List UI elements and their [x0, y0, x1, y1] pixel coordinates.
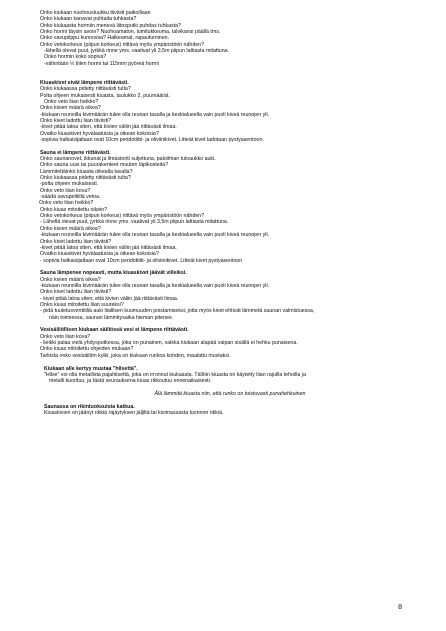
text-line: "Hilse" voi olla metallista pajahilsettä, joka on irronnut kiukaasta. Tällöin kiuasta on käytetty liian rajuilla tehoilla ja	[44, 371, 306, 378]
section-heading: Sauna ei lämpene riittävästi.	[40, 149, 111, 156]
text-line: Onko hormi täysin avoin? Nuohoamaton, lumitukkeuma, talvikansi päällä tms.	[40, 29, 221, 36]
text-line: -kiukaan reunoilla kivimäärän tulee olla reunan tasalla ja keskialueella vain puoli kiveä reunojen yli.	[40, 111, 270, 118]
text-line: - pidä tuuletusventtiiliä auki liiallisen kuumuuden poistamiseksi, jotta myös kivet ehtivät lämmetä saunan valmistuessa,	[40, 308, 315, 315]
text-line: -kivet pitää latoa siten, että kivien väliin jää riittävästi ilmaa.	[40, 124, 177, 131]
text-line: Onko vetokorkeus (piipun korkeus) riittävä myös ympäristöön nähden?	[40, 41, 204, 48]
text-line: -säädä savupeltiillä vetoa.	[40, 194, 101, 201]
text-line: näin toimiessa, saunan lämmitysaika hieman pitenee.	[49, 314, 174, 321]
text-line: Onko kiuas mitoitettu liian suureksi?	[40, 302, 124, 308]
text-line: Onko kivet ladottu liian tiiviisti?	[40, 238, 112, 245]
text-line: - sopivia halkaisijaltaan ovat 10cm peridotiitti- ja oliviinikivet. Litteät kivet pystyasentoon	[40, 257, 243, 264]
intro-block	[40, 10, 420, 67]
text-line: -vähintään ½ tiilen hormi tai 115mm pyöreä hormi	[44, 60, 159, 67]
text-line: Onko kiukaasta hormiin menevä liitosputki puhdas tuhkasta?	[40, 22, 181, 29]
text-line: - kivet pitää latoa siten, että kivien väliin jää riittävästi ilmaa.	[40, 295, 179, 302]
text-line: Ovatko kiuaskivet hyvälaatuisia ja oikean kokoisia?	[40, 251, 159, 258]
section-sauna-not-heating	[40, 150, 420, 264]
text-line: - lieikki palaa vielä yhdysputkessa, joka on punainen, vaikka kiukaan alapää vaipan sisällä ei hehku punaisena.	[40, 340, 298, 347]
text-line: Kiuaskivien on jäänyt rikkiä räjäytyksen jäljiltä tai kivimassasta luonnon rikkiä.	[44, 410, 224, 417]
text-line: Ovatko kiuaskivet hyvälaatuisia ja oikean kokoisia?	[40, 130, 159, 137]
text-line: Onko veto liian kova?	[40, 333, 91, 340]
text-line: -polta ohjeen mukaisesti.	[40, 181, 99, 188]
text-line: Onko kiuas mitoitettu ohjeiden mukaan?	[40, 346, 134, 353]
text-line: Onko vetokorkeus (piipun korkeus) riittävä myös ympäristöön nähden?	[40, 213, 204, 220]
text-line: Onko kivet ladottu liian tiiviisti?	[40, 117, 112, 124]
text-line: metalli kuorituu, ja tästä seurauksena kiuas rikkoutuu ennenaikaisesti.	[49, 378, 212, 385]
page-number: 8	[398, 604, 402, 611]
text-line: -kiukaan reunoilla kivimäärän tulee olla reunan tasalla ja keskialueella vain puoli kiveä reunojen yli.	[40, 232, 270, 239]
text-line: Onko sauna uusi tai puurakenteet muuten läpikosteita?	[40, 162, 169, 169]
text-line: Onko kivien määrä oikea?	[40, 105, 101, 112]
text-line: Onko veto liian kova?	[40, 187, 91, 194]
text-line: Onko saunanovet, ikkunat ja ilmastoriti suljettuna, paloilman tuloaukko auki.	[40, 156, 216, 163]
text-line: Lämmitettäinkö kiuasta oikealla tavalla?	[40, 168, 133, 175]
text-line: Onko kiukaassa pidetty riittävästi tulta?	[40, 86, 131, 93]
text-line: Onko veto liian heikko?	[39, 200, 94, 207]
text-line: -kivet pitää latoa siten, että kivien väliin jää riittävästi ilmaa.	[40, 244, 177, 251]
section-heading: Sauna lämpenee nopeasti, mutta kiuaskivet jäävät viileiksi.	[40, 270, 187, 277]
section-water-tank	[40, 327, 420, 359]
text-line: Tarkista onko vesisäiliön kylki, joka on kiukaan runkoa kohden, maalattu mustaksi.	[40, 352, 231, 359]
text-line: -sopivia halkaisijaltaan ovat 10cm peridotiitti- ja oliviinikivet. Litteät kivet ladotaan pystyasentoon.	[40, 136, 264, 143]
section-heading: Kiuaskivet eivät lämpene riittävästi.	[40, 79, 129, 86]
text-line: Onko kivet ladottu liian tiiviisti?	[40, 289, 112, 296]
text-line: Onko kiukaan kanavat puhtaita tuhkasta?	[40, 16, 137, 23]
section-heading: Saunassa on rikintuoksuista katkua.	[44, 403, 135, 410]
warning-note: Älä lämmitä kiuasta niin, että runko on toistuvasti punahehkuinen	[154, 390, 306, 397]
section-stones-not-heating	[40, 80, 420, 143]
text-line: Onko veto liian heikko?	[44, 98, 99, 105]
text-line: -kiukaan reunoilla kivimäärän tulee olla reunan tasalla ja keskialueella vain puoli kiveä reunojen yli.	[40, 282, 270, 289]
text-line: Onko hormin koko sopiva?	[44, 54, 107, 61]
section-heading: Vesisäiliöllisen kiukaan säiliössä vesi ei lämpene riittävästi.	[40, 327, 189, 334]
text-line: Onko kiukaan nuohousluukku tiiviisti paikoillaan	[40, 10, 151, 16]
section-fast-heating-cold-stones	[40, 270, 420, 321]
text-line: Onko savupiippu kunnossa? Halkeamat, rapautuminen.	[40, 35, 169, 42]
text-line: Onko kivien määrä oikea?	[40, 225, 101, 232]
text-line: Onko kiuas mitoitettu oikein?	[40, 206, 108, 213]
text-line: Polta ohjeen mukaisesti kiuasta, taulukko 2, puumäärät.	[40, 92, 170, 99]
section-black-flakes	[40, 366, 420, 398]
text-line: -lähellä olevat puut, jyrkkä rinne yms. vaativat yli 3,5m piipun lattiasta mitattuna.	[44, 48, 230, 55]
text-line: Onko kivien määrä oikea?	[40, 276, 101, 283]
section-heading: Kiukaan alle kertyy mustaa "hilsettä".	[44, 365, 138, 372]
document-page	[40, 10, 420, 416]
section-sulfur-smell	[40, 404, 420, 417]
text-line: Onko kiukaassa pidetty riittävästi tulta?	[40, 175, 131, 182]
text-line: - Lähellä olevat puut, jyrkkä rinne yms. vaativat yli 3,5m piipun lattiasta mitattuna.	[40, 219, 229, 226]
